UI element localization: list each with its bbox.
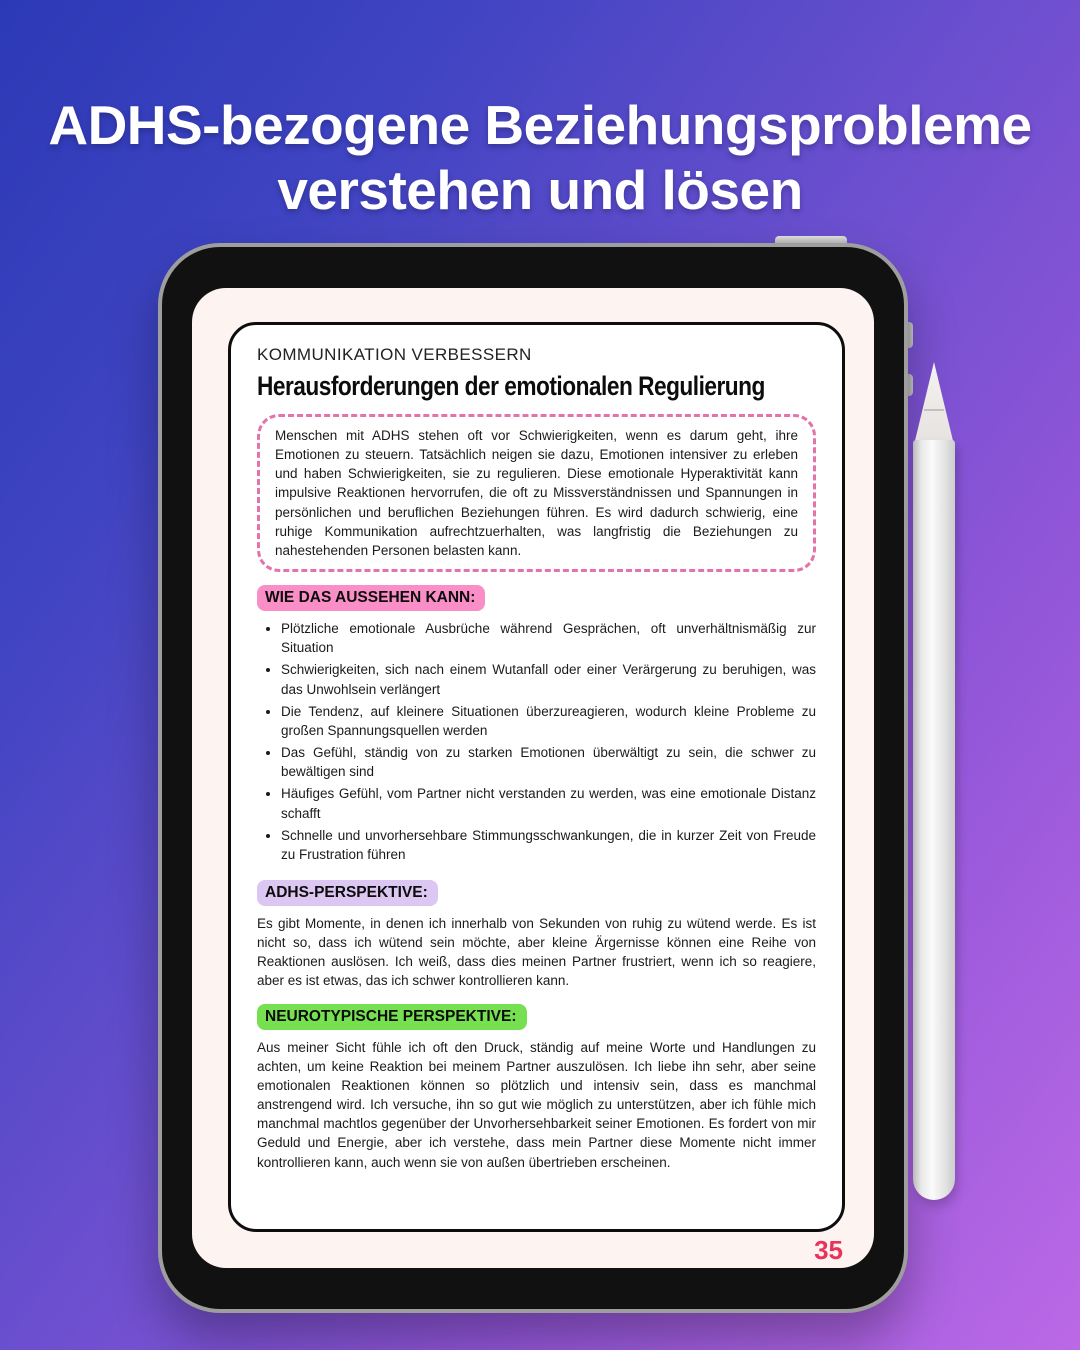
intro-dashed-box: Menschen mit ADHS stehen oft vor Schwierigkeiten, wenn es darum geht, ihre Emotionen zu steuern. Tatsächlich neigen sie dazu, Emotionen intensiver zu erleben und haben Schwierigkeiten, sie zu regulieren. Diese emotionale Hyperaktivität kann impulsive Reaktionen hervorrufen, die oft zu Missverständnissen und Spannungen in persönlichen und beruflichen Beziehungen führen. Es wird dadurch schwierig, eine ruhige Kommunikation aufrechtzuerhalten, was langfristig die Beziehungen zu nahestehenden Personen belasten kann. [257, 414, 816, 572]
list-item: • Schnelle und unvorhersehbare Stimmungsschwankungen, die in kurzer Zeit von Freude zu Frustration führen [281, 826, 816, 864]
page-title [0, 93, 1080, 223]
stylus-body [913, 440, 955, 1200]
label-adhs-perspektive: ADHS-PERSPEKTIVE: [257, 880, 438, 906]
list-item: • Das Gefühl, ständig von zu starken Emotionen überwältigt zu sein, die schwer zu bewältigen sind [281, 743, 816, 781]
document-title: Herausforderungen der emotionalen Regulierung [257, 371, 765, 401]
section-eyebrow: KOMMUNIKATION VERBESSERN [257, 345, 532, 364]
stylus [913, 362, 955, 1200]
page-title-line1: ADHS-bezogene Beziehungsprobleme [48, 93, 1032, 156]
page-number: 35 [814, 1235, 843, 1265]
symptoms-bullet-list [257, 619, 816, 864]
stylus-tip-seam [924, 409, 943, 411]
stylus-tip [913, 362, 955, 442]
label-wie-das-aussehen-kann: WIE DAS AUSSEHEN KANN: [257, 585, 485, 611]
page-title-line2: verstehen und lösen [277, 158, 803, 221]
list-item: • Häufiges Gefühl, vom Partner nicht verstanden zu werden, was eine emotionale Distanz schafft [281, 784, 816, 822]
worksheet-card [228, 322, 845, 1232]
list-item: • Plötzliche emotionale Ausbrüche während Gesprächen, oft unverhältnismäßig zur Situation [281, 619, 816, 657]
list-item: • Die Tendenz, auf kleinere Situationen überzureagieren, wodurch kleine Probleme zu großen Spannungsquellen werden [281, 702, 816, 740]
label-neurotypische-perspektive: NEUROTYPISCHE PERSPEKTIVE: [257, 1004, 527, 1030]
neurotypical-perspective-text: Aus meiner Sicht fühle ich oft den Druck, ständig auf meine Worte und Handlungen zu achten, um keine Reaktion bei meinem Partner auszulösen. Ich liebe ihn sehr, aber seine emotionalen Reaktionen können so plötzlich und intensiv sein, dass es manchmal anstrengend wird. Ich versuche, ihn so gut wie möglich zu unterstützen, aber ich fühle mich manchmal machtlos gegenüber der Unvorhersehbarkeit seiner Emotionen. Es fordert von mir Geduld und Energie, aber ich verstehe, dass mein Partner diese Momente nicht immer kontrollieren kann, auch wenn sie von außen übertrieben erscheinen. [257, 1039, 816, 1170]
tablet-screen [192, 288, 874, 1268]
list-item: • Schwierigkeiten, sich nach einem Wutanfall oder einer Verärgerung zu beruhigen, was das Unwohlsein verlängert [281, 660, 816, 698]
adhs-perspective-text: Es gibt Momente, in denen ich innerhalb von Sekunden von ruhig zu wütend werde. Es ist nicht so, dass ich wütend sein möchte, aber kleine Ärgernisse können eine Reihe von Reaktionen auslösen. Ich weiß, dass dies meinen Partner frustriert, wenn ich so reagiere, aber es ist etwas, das ich schwer kontrollieren kann. [257, 915, 816, 989]
tablet-mockup [158, 243, 908, 1313]
